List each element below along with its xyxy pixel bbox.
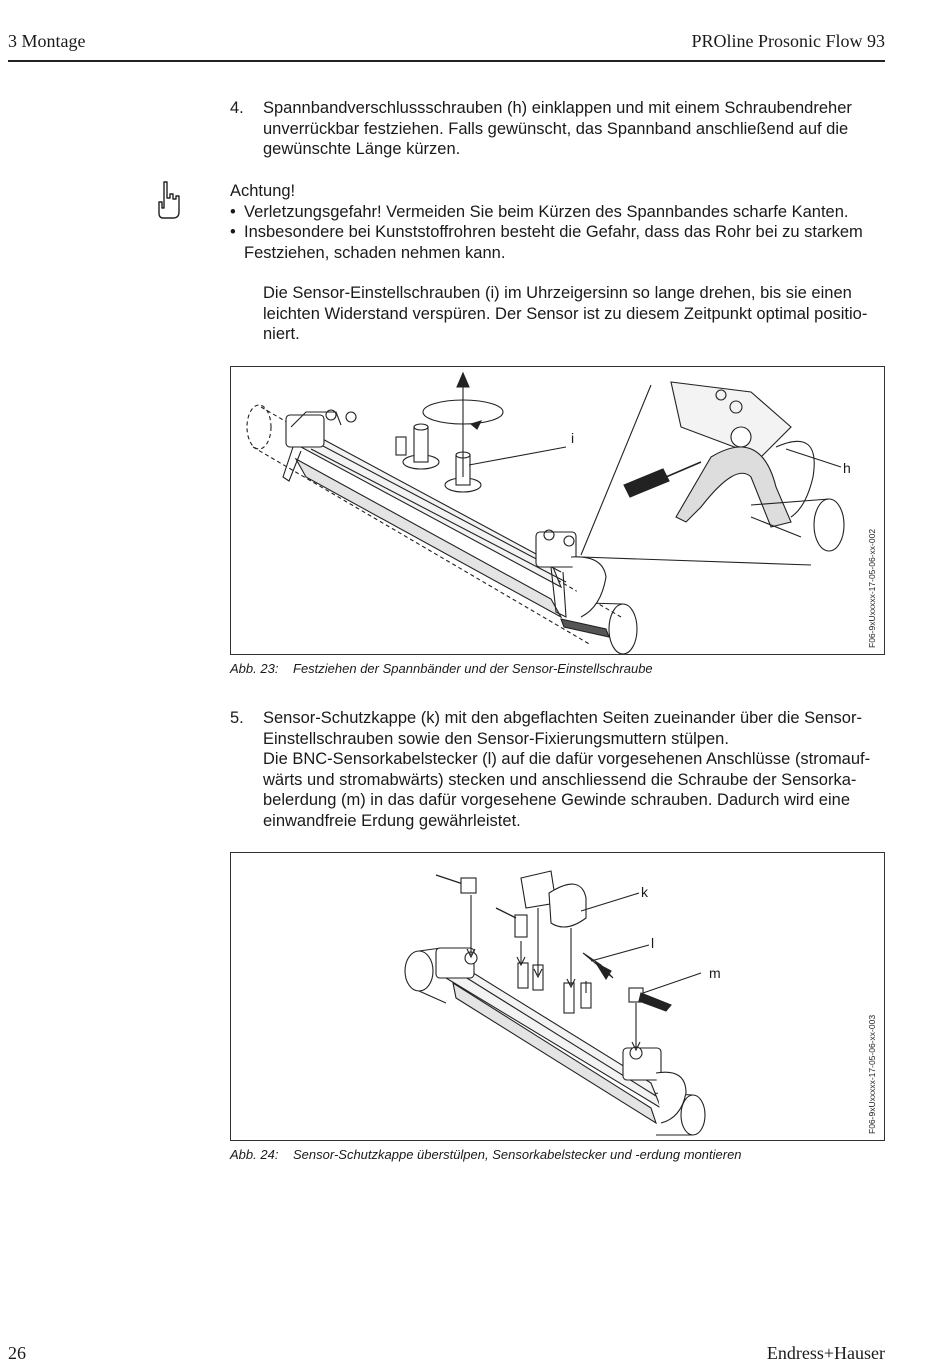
text-line: gewünschte Länge kürzen. xyxy=(263,140,461,158)
figure-24-caption xyxy=(230,1147,742,1162)
caption-number: Abb. 24: xyxy=(230,1147,279,1162)
caution-bullet xyxy=(230,222,890,263)
text-line: leichten Widerstand verspüren. Der Sensor ist zu diesem Zeitpunkt optimal positio- xyxy=(263,304,868,323)
figure-id: F06-9xUxxxxx-17-05-06-xx-003 xyxy=(867,1014,877,1134)
text-line: Die BNC-Sensorkabelstecker (l) auf die dafür vorgesehenen Anschlüsse (stromauf- xyxy=(263,750,871,768)
bullet-icon: • xyxy=(230,202,236,221)
caption-text: Festziehen der Spannbänder und der Sensor-Einstellschraube xyxy=(293,661,653,676)
figure-23 xyxy=(230,366,885,655)
figure-23-caption xyxy=(230,661,653,676)
caution-bullet xyxy=(230,202,890,223)
sensor-clamp-illustration xyxy=(231,367,885,655)
brand-logo: Endress+Hauser xyxy=(766,1343,885,1363)
step-4 xyxy=(230,98,890,160)
bullet-icon: • xyxy=(230,223,236,241)
text-line: Spannbandverschlussschrauben (h) einklappen und mit einem Schraubendreher xyxy=(263,99,852,117)
product-title: PROline Prosonic Flow 93 xyxy=(691,31,885,51)
figure-id: F06-9xUxxxxx-17-05-06-xx-002 xyxy=(867,528,877,648)
step-5 xyxy=(230,708,890,833)
caution-note xyxy=(230,181,890,265)
header-rule xyxy=(8,60,885,62)
section-header: 3 Montage xyxy=(8,31,86,51)
step-number: 5. xyxy=(230,709,244,727)
text-line: niert. xyxy=(263,325,300,343)
label-i: i xyxy=(571,430,575,446)
label-l: l xyxy=(651,935,655,951)
text-line: unverrückbar festziehen. Falls gewünscht, das Spannband anschließend auf die xyxy=(263,119,849,138)
text-line: belerdung (m) in das dafür vorgesehene Gewinde schrauben. Dadurch wird eine xyxy=(263,791,851,809)
sensor-cap-assembly-illustration xyxy=(231,853,885,1141)
sensor-adjust-text xyxy=(263,283,893,345)
step-number: 4. xyxy=(230,99,244,117)
caption-number: Abb. 23: xyxy=(230,661,279,676)
text-line: Sensor-Schutzkappe (k) mit den abgeflachten Seiten zueinander über die Sensor- xyxy=(263,709,862,727)
page-number: 26 xyxy=(8,1343,26,1363)
pointing-hand-icon xyxy=(152,180,182,220)
bullet-text xyxy=(244,222,863,263)
figure-24 xyxy=(230,852,885,1141)
label-m: m xyxy=(709,965,721,981)
caption-text: Sensor-Schutzkappe überstülpen, Sensorkabelstecker und -erdung montieren xyxy=(293,1147,742,1162)
text-line: Festziehen, schaden nehmen kann. xyxy=(244,243,506,262)
label-h: h xyxy=(843,460,851,476)
text-line: wärts und stromabwärts) stecken und anschliessend die Schraube der Sensorka- xyxy=(263,770,857,789)
label-k: k xyxy=(641,884,648,900)
text-line: Insbesondere bei Kunststoffrohren besteht die Gefahr, dass das Rohr bei zu starkem xyxy=(244,223,863,241)
step-text xyxy=(263,98,852,160)
text-line: Verletzungsgefahr! Vermeiden Sie beim Kürzen des Spannbandes scharfe Kanten. xyxy=(244,202,849,221)
step-text xyxy=(263,708,870,831)
text-line: einwandfreie Erdung gewährleistet. xyxy=(263,811,521,830)
caution-title: Achtung! xyxy=(230,182,296,200)
text-line: Einstellschrauben sowie den Sensor-Fixierungsmuttern stülpen. xyxy=(263,729,729,748)
text-line: Die Sensor-Einstellschrauben (i) im Uhrzeigersinn so lange drehen, bis sie einen xyxy=(263,284,852,302)
